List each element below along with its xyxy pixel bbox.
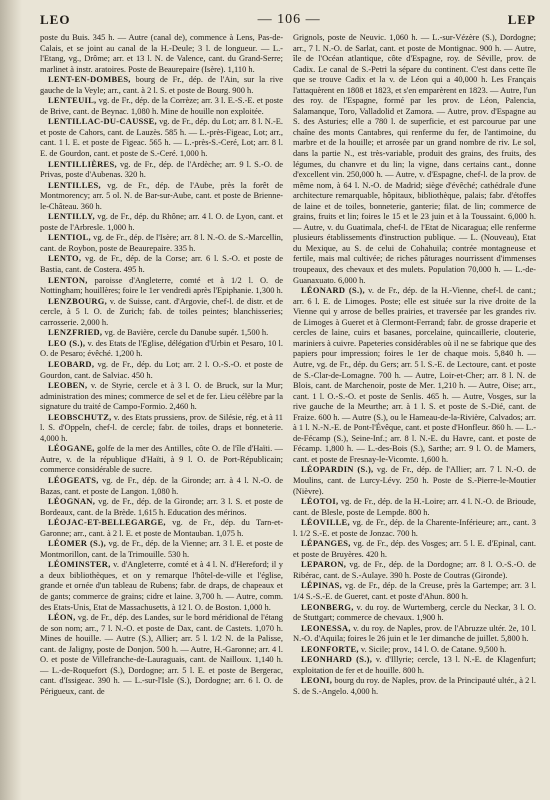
entry-headword: LÉPINAS, — [301, 580, 343, 591]
entry-text: paroisse d'Angleterre, comté et à 1/2 l. O. de Nottingham; houillères; foire le 1er vendredi après l'Epiphanie. 1,300 h. — [40, 274, 283, 296]
dictionary-entry — [40, 116, 283, 158]
entry-text: vg. de Fr., dép. de la Corse; arr. 6 l. S.-O. et poste de Bastia, cant. de Costera. 495 h. — [40, 253, 284, 275]
entry-headword: LÉOGANE, — [48, 443, 95, 454]
entry-headword: LÉOGEATS, — [48, 474, 99, 485]
dictionary-entry — [293, 559, 536, 580]
entry-headword: LÉOMER (S.), — [48, 538, 107, 549]
entry-text: v. des Etats de l'Eglise, délégation d'Urbin et Pesaro, 10 l. O. de Pesaro; évêché. 1,200 h. — [40, 337, 284, 359]
entry-text: vg. de Fr., dép. de la Corrèze; arr. 3 l. E.-S.-E. et poste de Brive, cant. de Beynac. 1,080 h. Mine de houille non exploitée. — [40, 95, 284, 116]
dictionary-entry — [40, 327, 283, 338]
entry-headword: LEOBSCHUTZ, — [48, 411, 112, 422]
entry-text: v. de Styrie, cercle et à 3 l. O. de Bruck, sur la Mur; administration des mines; commerce de sel et de fer. Lieu célèbre par la signature du traité de Campo-Formio. 2,460 h. — [40, 380, 283, 412]
dictionary-entry — [293, 644, 536, 655]
entry-text: vg. de Fr., dép. de la Gironde; arr. 3 l. S. et poste de Bordeaux, cant. de la Brède. 1,615 h. Education des mérinos. — [40, 496, 284, 517]
dictionary-entry — [40, 253, 283, 274]
entry-headword: LENTEUIL, — [48, 95, 97, 106]
entry-text: v. de Fr., dép. de la H.-Vienne, chef-l. de cant.; arr. 6 l. E. de Limoges. Poste; elle est située sur la rive droite de la Vienne qui y arrose de belles prairies, et traversée par les grandes riv. de Limoges à Gueret et à Clermont-Ferrand; fabr. de grosse draperie et cercles de laine, cuirs et basanes, porcelaine, quincaillerie, clouterie, mariniers à cuivre. Papeteries considérables où il ne se fabrique que des papiers pour impression; foires le 1er de chaque mois. 5,840 h. — Autre, vg. de Fr., dép. du Gers; arr. 5 l. S.-E. de Lectoure, cant. et poste de S.-Clar-de-Lomagne. 700 h. — Autre, Loir-et-Cher; arr. 8 l. N. de Blois, cant. de Marchenoir, poste de Mer. 1,210 h. — Autre, Oise; arr., cant. 1 l. O.-S.-O. et poste de Senlis. 465 h. — Autre, Vosges, sur la rive gauche de la Meurthe; arr. à 1 l. S. et poste de S.-Dié, cant. de Fraize. 600 h. — Autre (S.), ou le Hameau-de-la-Rivière, Calvados; arr. à 1 l. N.-N.-E. de Pont-l'Évêque, cant. et poste d'Honfleur. 860 h. — L.-de-Fécamp (S.), Seine-Inf.; arr. 8 l. N.-E. du Havre, cant. et poste de Fécamp. 1,800 h. — L.-des-Bois (S.), Sarthe; arr. 9 l. O. de Mamers, cant. et poste de Fresnay-le-Vicomte. 1,600 h. — [293, 285, 537, 464]
dictionary-entry — [40, 517, 283, 538]
entry-headword: LÉONARD (S.), — [301, 285, 365, 296]
dictionary-entry — [293, 675, 536, 696]
entry-text: v. du roy. de Naples, prov. de l'Abruzze ultér. 2e, 10 l. N.-O. d'Aquila; foires le 26 juin et le 1er dimanche de juillet. 5,800 h. — [293, 622, 536, 644]
entry-text: v. Sicile; prov., 14 l. O. de Catane. 9,500 h. — [360, 643, 507, 654]
dictionary-entry — [40, 443, 283, 475]
entry-headword: LÉON, — [48, 612, 76, 623]
dictionary-entry — [293, 538, 536, 559]
dictionary-entry — [293, 285, 536, 464]
dictionary-entry — [40, 612, 283, 696]
dictionary-entry — [40, 380, 283, 412]
entry-headword: LÉOGNAN, — [48, 496, 96, 507]
dictionary-entry — [40, 32, 283, 74]
running-head-right: LEP — [507, 12, 536, 27]
entry-headword: LENTON, — [48, 274, 88, 285]
entry-text: vg. de Fr., dép. de l'Ardèche; arr. 9 l. S.-O. de Privas, poste d'Aubenas. 320 h. — [40, 158, 284, 180]
entry-text: vg. de Fr., dép. de la Creuse, près la Gartempe; arr. 3 l. 1/4 S.-S.-E. de Gueret, cant. et poste d'Ahun. 800 h. — [293, 580, 536, 601]
dictionary-entry — [40, 211, 283, 232]
entry-headword: LENTILLAC-DU-CAUSSE, — [48, 116, 157, 127]
entry-headword: LEO (S.), — [48, 337, 86, 348]
entry-headword: LENTILLY, — [48, 211, 95, 222]
left-column — [40, 32, 283, 696]
dictionary-entry — [293, 623, 536, 644]
entry-headword: LENTILLIÈRES, — [48, 158, 117, 169]
entry-headword: LÉPANGES, — [301, 538, 351, 549]
entry-text: vg. de Fr., dép. des Landes, sur le bord méridional de l'étang de son nom; arr., 7 l. N.-O. et poste de Dax, cant. de Castets. 1,070 h. Mines de houille. — Autre (S.), Allier; arr. 5 l. 1/2 N. de la Palisse, cant. de Jaligny, poste de Donjon. 500 h. — Autre, H.-Garonne; arr. 4 l. O. et poste de Villefranche-de-Lauraguais, cant. de Nailloux. 1,140 h. — L.-de-Roquefort (S.), Dordogne; arr. 5 l. E. et poste de Bergerac, cant. d'Issigeac. 390 h. — L.-sur-l'Isle (S.), Dordogne; arr. 6 l. O. de Périgueux, cant. de — [40, 612, 283, 696]
dictionary-entry — [40, 74, 283, 95]
entry-headword: LEONI, — [301, 675, 333, 686]
entry-text: vg. de Fr., dép. du Tarn-et-Garonne; arr., cant. à 2 l. E. et poste de Montauban. 1,075 h. — [40, 517, 284, 538]
entry-headword: LENT-EN-DOMBES, — [48, 74, 131, 85]
dictionary-entry — [40, 475, 283, 496]
entry-headword: LÉOMINSTER, — [48, 559, 111, 570]
entry-text: poste du Buis. 345 h. — Autre (canal de), commence à Lens, Pas-de-Calais, et se joint au canal de la H.-Deule; 3 l. de longueur. — L.-l'Etang, vg., Drôme; arr. et 13 l. N. de Valence, cant. du Grand-Serre; marlinet à instr. aratoires. Poste de Beaurepaire (Isère). 1,110 h. — [40, 32, 283, 74]
entry-text: vg. de Fr., dép. du Rhône; arr. 4 l. O. de Lyon, cant. et poste de l'Arbresle. 1,000 h. — [40, 211, 284, 232]
dictionary-entry — [40, 412, 283, 444]
entry-text: v. d'Angleterre, comté et à 4 l. N. d'Hereford; il y a deux bibliothèques, et on y remarque l'hôtel-de-ville et l'église, grande et ornée d'un tableau de Rubens; fabr. de draps, de chapeaux et de gants; commerce de grains; cidre et laine. 3,700 h. — Autre, comm. des Etats-Unis, Etat de Massachusetts, à 12 l. O. de Boston. 1,000 h. — [40, 559, 284, 612]
entry-headword: LEPARON, — [301, 559, 347, 570]
entry-text: vg. de Fr., dép. de la Charente-Inférieure; arr., cant. 3 l. 1/2 S.-E. et poste de Jonzac. 700 h. — [293, 517, 536, 538]
entry-text: v. de Suisse, cant. d'Argovie, chef-l. de distr. et de cercle, à 5 l. O. de Zurich; fab. de toiles peintes; blanchisseries; carrosserie. 2,000 h. — [40, 295, 284, 327]
entry-headword: LEONBERG, — [301, 601, 354, 612]
entry-headword: LENZBOURG, — [48, 295, 108, 306]
entry-text: vg. de Fr., dép. de l'Allier; arr. 7 l. N.-O. de Moulins, cant. de Lurcy-Lévy. 250 h. Poste de S.-Pierre-le-Moutier (Nièvre). — [293, 464, 536, 496]
entry-headword: LEOBEN, — [48, 380, 88, 391]
entry-text: vg. de Fr., dép. du Lot; arr. 2 l. O.-S.-O. et poste de Gourdon, cant. de Salviac. 450 h. — [40, 358, 283, 380]
entry-text: vg. de Fr., dép. de la H.-Loire; arr. 4 l. N.-O. de Brioude, cant. de Blesle, poste de Lempde. 800 h. — [293, 496, 537, 517]
entry-headword: LÉOPARDIN (S.), — [301, 464, 374, 475]
entry-headword: LEONHARD (S.), — [301, 654, 373, 665]
dictionary-entry — [293, 464, 536, 496]
entry-text: vg. de Fr., dép. du Lot; arr. 8 l. N.-E. et poste de Cahors, cant. de Lauzès. 585 h. — L.-près-Figeac, Lot; arr., cant. 1 l. E. et poste de Figeac. 565 h. — L.-près-S.-Ceré, Lot; arr. 8 l. E. de Gourdon, cant. et poste de S.-Ceré. 1,000 h. — [40, 116, 283, 159]
entry-text: vg. de Fr., dép. de l'Isère; arr. 8 l. N.-O. de S.-Marcellin, cant. de Roybon, poste de Beaurepaire. 335 h. — [40, 232, 283, 253]
dictionary-entry — [293, 580, 536, 601]
dictionary-entry — [40, 338, 283, 359]
dictionary-entry — [293, 602, 536, 623]
entry-text: vg. de Fr., dép. de l'Aube, près la forêt de Montmorency; arr. 5 ol. N. de Bar-sur-Aube, cant. et poste de Brienne-le-Château. 360 h. — [40, 179, 284, 211]
entry-headword: LENTO, — [48, 253, 82, 264]
entry-headword: LENTIOL, — [48, 232, 91, 243]
dictionary-entry — [40, 559, 283, 612]
entry-headword: LEOBARD, — [48, 358, 95, 369]
page-number: — 106 — — [257, 12, 321, 27]
running-head-left: LEO — [40, 12, 71, 27]
entry-text: v. des Etats prussiens, prov. de Silésie, rég. et à 11 l. S. d'Oppeln, chef-l. de cercle; fabr. de toiles, draps et bonneterie. 4,000 h. — [40, 411, 284, 443]
dictionary-entry — [40, 296, 283, 328]
entry-text: v. du roy. de Wurtemberg, cercle du Neckar, 3 l. O. de Stuttgart; commerce de chevaux. 1,900 h. — [293, 601, 537, 623]
entry-headword: LENZFRIED, — [48, 327, 103, 338]
dictionary-entry — [293, 32, 536, 285]
entry-text: vg. de Fr., dép. de la Gironde; arr. à 4 l. N.-O. de Bazas, cant. et poste de Langon. 1,080 h. — [40, 474, 283, 496]
entry-text: golfe de la mer des Antilles, côte O. de l'île d'Haïti. — Autre, v. de la république d'Haïti, à 9 l. O. de Port-Républicain; commerce considérable de sucre. — [40, 443, 283, 475]
entry-headword: LEONESSA, — [301, 622, 351, 633]
entry-text: Grignols, poste de Neuvic. 1,060 h. — L.-sur-Vézère (S.), Dordogne; arr., 7 l. N.-O. de Sarlat, cant. et poste de Montignac. 900 h. — Autre, île de l'Océan atlantique, côte d'Espagne, roy. de Séville, prov. de Cadix. Le canal de S.-Petri la sépare du continent. C'est dans cette île que se trouve Cadix et la v. de Léon qui a 40,000 h. Les Français l'attaquèrent en 1808 et 1823, et s'en emparèrent en 1823. — Autre, l'un des roy. de l'Espagne, formé par les prov. de Léon, Palencia, Salamanque, Toro, Valladolid et Zamora. — Autre, prov. d'Espagne au S. des Asturies; elle a 780 l. de superficie, et est parcourue par une chaîne des monts Cantabres, qui renferme du fer, de l'antimoine, du marbre et de la houille; et arrosée par un grand nombre de riv. Le sol, dans la partie N., est très-variable, produit des grains, des fruits, des légumes, du chanvre et du lin; la vigne, dans certains cant., donne d'excellent vin. 250,000 h. — Autre, v. d'Espagne, chef-l. de la prov. de même nom, à 64 l. N.-O. de Madrid; siège d'évêché; cathédrale d'une architecture remarquable, hôpitaux, bibliothèque, palais; fabr. d'étoffes de laine et de toiles, bonneterie, ganterie; filat. de lin; commerce de grains, fruits et lin; foires le 15 et le 23 juin et à la Toussaint. 6,000 h. — Autre, v. du Guatimala, chef-l. de l'Etat de Nicaragua; elle renferme plusieurs établissements d'instruction publique. — L. (Nouveau), Etat du Mexique, au S. de celui de Cohahuila; contrée montagneuse et fertile, mais mal cultivée; de riches pâturages nourrissent d'immenses troupeaux, des chevaux et des mulets. Population 70,000 h. — L.-de-Guanaxuato. 6,000 h. — [293, 32, 536, 285]
entry-text: vg. de Fr., dép. de la Vienne; arr. 3 l. E. et poste de Montmorillon, cant. de la Trimouille. 530 h. — [40, 538, 284, 559]
entry-headword: LENTILLES, — [48, 179, 101, 190]
dictionary-entry — [40, 159, 283, 180]
dictionary-entry — [293, 654, 536, 675]
entry-headword: LÉOJAC-ET-BELLEGARGE, — [48, 517, 166, 528]
dictionary-entry — [293, 496, 536, 517]
page-header — [40, 10, 536, 30]
right-column — [293, 32, 536, 696]
entry-text: v. d'Illyrie; cercle, 13 l. N.-E. de Klagenfurt; exploitation de fer et de houille. 800 h. — [293, 654, 536, 675]
entry-headword: LEONFORTE, — [301, 643, 359, 654]
dictionary-entry — [40, 95, 283, 116]
dictionary-entry — [40, 180, 283, 212]
entry-text: bourg du roy. de Naples, prov. de la Principauté ultér., à 2 l. S. de S.-Angelo. 4,000 h. — [293, 675, 537, 696]
entry-text: vg. de Fr., dép. des Vosges; arr. 5 l. E. d'Epinal, cant. et poste de Bruyères. 420 h. — [293, 538, 536, 559]
dictionary-entry — [40, 232, 283, 253]
entry-text: vg. de Fr., dép. de la Dordogne; arr. 8 l. O.-S.-O. de Ribérac, cant. de S.-Aulaye. 390 h. Poste de Coutras (Gironde). — [293, 559, 536, 580]
dictionary-entry — [293, 517, 536, 538]
entry-text: vg. de Bavière, cercle du Danube supér. 1,500 h. — [104, 327, 269, 338]
text-columns — [40, 32, 536, 696]
entry-headword: LÉOVILLE, — [301, 517, 350, 528]
dictionary-entry — [40, 496, 283, 517]
dictionary-entry — [40, 359, 283, 380]
entry-headword: LÉOTOI, — [301, 496, 339, 507]
page-binding-shadow — [0, 0, 22, 800]
dictionary-entry — [40, 275, 283, 296]
dictionary-entry — [40, 538, 283, 559]
entry-text: bourg de Fr., dép. de l'Ain, sur la rive gauche de la Veyle; arr., cant. à 2 l. S. et poste de Bourg. 900 h. — [40, 74, 284, 95]
